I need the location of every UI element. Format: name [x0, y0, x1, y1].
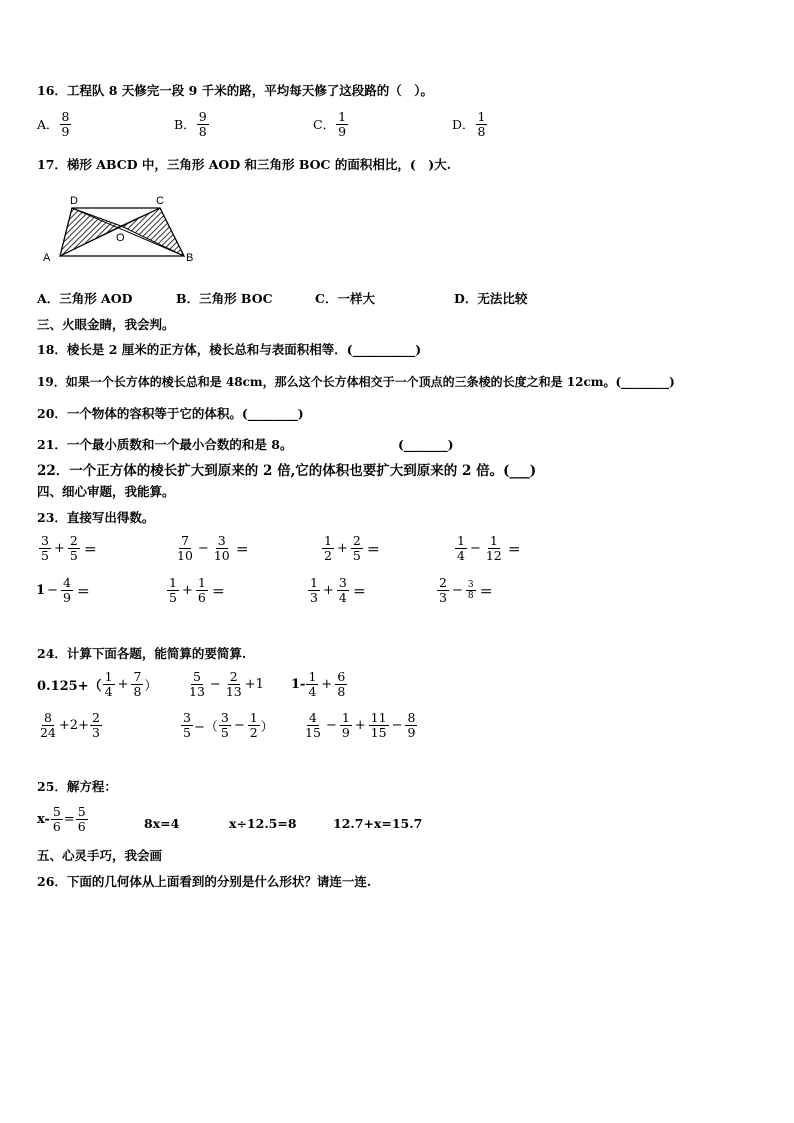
- q20-text: 20．一个物体的容积等于它的体积。(________): [37, 406, 304, 421]
- section-4-heading: 四、细心审题，我能算。: [37, 484, 175, 499]
- q17-option-d: D．无法比较: [454, 291, 528, 306]
- section-5-heading: 五、心灵手巧，我会画: [37, 848, 163, 863]
- option-label: D．: [452, 116, 475, 132]
- label-c: C: [156, 195, 164, 207]
- q23-expr-7: $\frac{1}{3}$ + $\frac{3}{4}$ ＝: [310, 575, 366, 605]
- q18-text: 18．棱长是 2 厘米的正方体，棱长总和与表面积相等．(__________): [37, 342, 422, 357]
- q16-option-a: A． $\frac{8}{9}$: [37, 109, 70, 139]
- q23-expr-2: $\frac{7}{10}$ − $\frac{3}{10}$ ＝: [177, 533, 249, 563]
- q22-text: 22．一个正方体的棱长扩大到原来的 2 倍,它的体积也要扩大到原来的 2 倍。(___): [37, 463, 537, 479]
- q21-text: 21．一个最小质数和一个最小合数的和是 8。: [37, 437, 293, 452]
- q23-expr-6: $\frac{1}{5}$ + $\frac{1}{6}$ ＝: [169, 575, 225, 605]
- q23-expr-3: $\frac{1}{2}$ + $\frac{2}{5}$ ＝: [324, 533, 380, 563]
- q16-option-d: D． $\frac{1}{8}$: [452, 109, 486, 139]
- q25-eq-4: 12.7+x=15.7: [333, 816, 423, 831]
- option-label: A．: [37, 116, 59, 132]
- q23-expr-5: 1 − $\frac{4}{9}$ ＝: [36, 575, 90, 605]
- label-o: O: [116, 232, 125, 244]
- q25-text: 25．解方程：: [37, 779, 117, 794]
- q17-option-b: B．三角形 BOC: [176, 291, 273, 306]
- q25-eq-3: x÷12.5=8: [229, 816, 297, 831]
- q25-eq-1: x- $\frac{5}{6}$ = $\frac{5}{6}$: [37, 804, 86, 834]
- q25-eq-2: 8x=4: [144, 816, 180, 831]
- trapezoid-diagram: [38, 188, 208, 268]
- q23-expr-1: $\frac{3}{5}$ + $\frac{2}{5}$ ＝: [41, 533, 97, 563]
- q24-expr-2: $\frac{5}{13}$ − $\frac{2}{13}$ +1: [189, 669, 264, 699]
- section-3-heading: 三、火眼金睛，我会判。: [37, 317, 175, 332]
- q24-text: 24．计算下面各题，能简算的要简算.: [37, 646, 247, 661]
- option-label: C．: [313, 116, 336, 132]
- q24-expr-4: $\frac{8}{24}$ +2+ $\frac{2}{3}$: [40, 710, 100, 740]
- label-d: D: [70, 195, 78, 207]
- q19-text: 19．如果一个长方体的棱长总和是 48cm，那么这个长方体相交于一个顶点的三条棱的长度之和是 12cm。(________): [37, 375, 675, 389]
- q24-expr-1: 0.125+（ $\frac{1}{4}$ + $\frac{7}{8}$ ）: [37, 669, 158, 699]
- q23-expr-8: $\frac{2}{3}$ − $\frac{3}{8}$ ＝: [439, 575, 493, 605]
- label-a: A: [43, 252, 51, 264]
- q24-expr-5: $\frac{3}{5}$ −（ $\frac{3}{5}$ − $\frac{1}{2}$ ）: [183, 710, 274, 740]
- q16-option-c: C． $\frac{1}{9}$: [313, 109, 347, 139]
- q24-expr-3: 1- $\frac{1}{4}$ + $\frac{6}{8}$: [291, 669, 346, 699]
- q17-option-c: C．一样大: [315, 291, 375, 306]
- q26-text: 26．下面的几何体从上面看到的分别是什么形状？请连一连.: [37, 874, 372, 889]
- q16-option-b: B． $\frac{9}{8}$: [174, 109, 207, 139]
- q23-expr-4: $\frac{1}{4}$ − $\frac{1}{12}$ ＝: [457, 533, 521, 563]
- option-label: B．: [174, 116, 196, 132]
- q17-option-a: A．三角形 AOD: [37, 291, 133, 306]
- q21-blank: (_______): [398, 437, 454, 452]
- label-b: B: [186, 252, 194, 264]
- q23-text: 23．直接写出得数。: [37, 510, 155, 525]
- triangle-boc: [121, 208, 184, 256]
- q17-text: 17．梯形 ABCD 中，三角形 AOD 和三角形 BOC 的面积相比，( )大.: [37, 157, 452, 172]
- q16-text: 16．工程队 8 天修完一段 9 千米的路，平均每天修了这段路的（ ）。: [37, 83, 433, 98]
- triangle-aod: [60, 208, 121, 256]
- q24-expr-6: $\frac{4}{15}$ − $\frac{1}{9}$ + $\frac{11}{15}$ − $\frac{8}{9}$: [305, 710, 416, 740]
